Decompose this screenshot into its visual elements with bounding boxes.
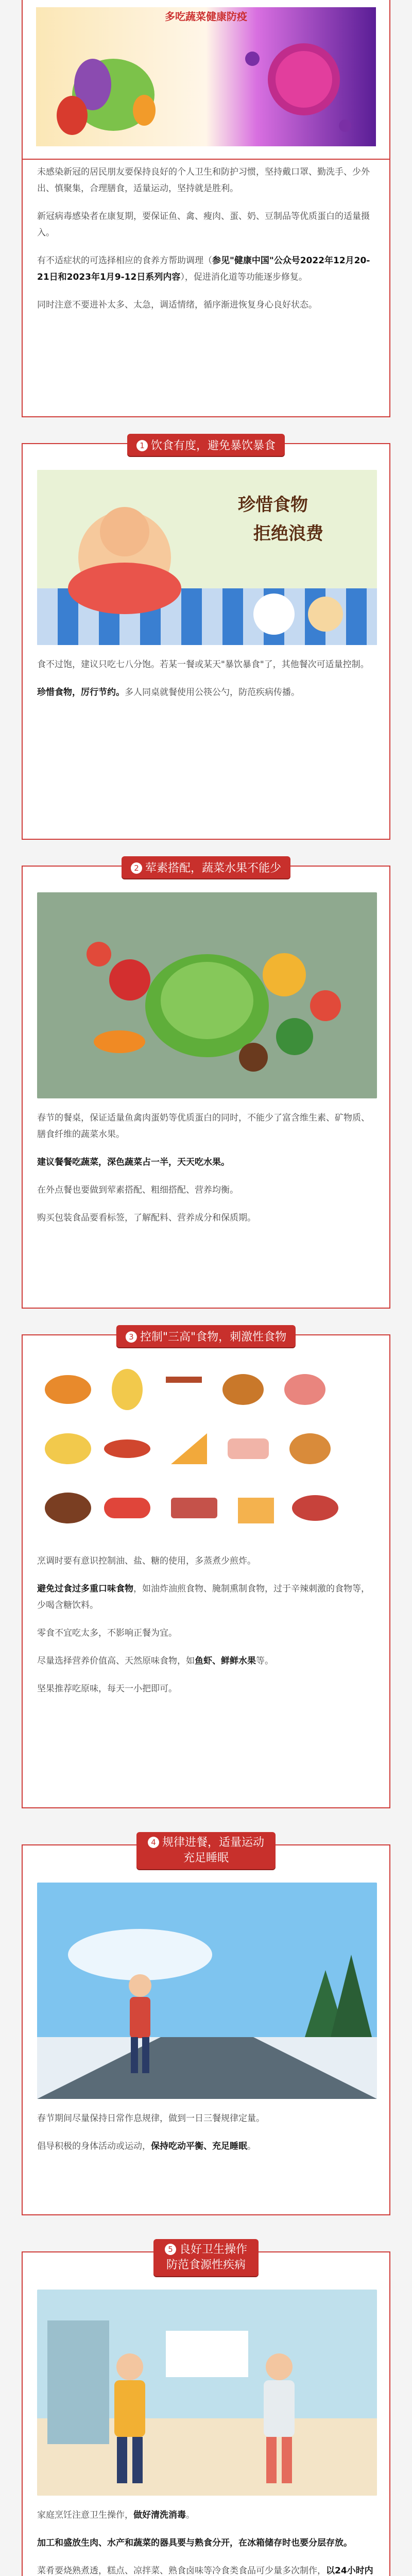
section-3-paragraph-5: 坚果推荐吃原味，每天一小把即可。 xyxy=(37,1684,177,1694)
intro-paragraph-1: 未感染新冠的居民朋友要保持良好的个人卫生和防护习惯，坚持戴口罩、勤洗手、少外出、慎聚集，合理膳食，适量运动，坚持就是胜利。 xyxy=(37,167,370,194)
high-fat-foods-illustration xyxy=(37,1361,377,1541)
cherish-food-caption: 珍惜食物 xyxy=(238,495,308,515)
section-4-paragraph-2: 倡导积极的身体活动或运动，保持吃动平衡、充足睡眠。 xyxy=(37,2141,256,2151)
vegetables-vs-virus-illustration xyxy=(36,7,376,146)
section-3-paragraph-2: 避免过食过多重口味食物，如油炸油煎食物、腌制熏制食物，过于辛辣刺激的食物等，少喝含糖饮料。 xyxy=(37,1584,370,1611)
kitchen-hygiene-illustration xyxy=(37,2290,377,2496)
section-3-paragraph-3: 零食不宜吃太多，不影响正餐为宜。 xyxy=(37,1628,177,1638)
section-5-title: 5 良好卫生操作 防范食源性疾病 xyxy=(153,2239,259,2276)
intro-paragraph-3: 有不适症状的可选择相应的食养方帮助调理（参见"健康中国"公众号2022年12月20-21日和2023年1月9-12日系列内容），促进消化道等功能逐步修复。 xyxy=(37,256,370,282)
section-1-title: 1 饮食有度，避免暴饮暴食 xyxy=(127,434,285,456)
section-5-paragraph-2: 加工和盛放生肉、水产和蔬菜的器具要与熟食分开，在冰箱储存时也要分层存放。 xyxy=(37,2538,352,2548)
section-2-paragraph-1: 春节的餐桌，保证适量鱼禽肉蛋奶等优质蛋白的同时，不能少了富含维生素、矿物质、膳食纤维的蔬菜水果。 xyxy=(37,1113,370,1140)
reject-waste-caption: 拒绝浪费 xyxy=(253,523,323,544)
section-4-title: 4 规律进餐，适量运动 充足睡眠 xyxy=(136,1832,276,1869)
section-1-card xyxy=(22,439,390,840)
section-5-paragraph-3: 菜肴要烧熟煮透，糕点、凉拌菜、熟食卤味等冷食类食品可少量多次制作，以24小时内 xyxy=(37,2566,373,2576)
section-5-card xyxy=(22,2243,390,2576)
section-3-paragraph-1: 烹调时要有意识控制油、盐、糖的使用，多蒸煮少煎炸。 xyxy=(37,1556,256,1566)
section-3-title: 3 控制"三高"食物，刺激性食物 xyxy=(116,1325,296,1347)
section-4-card xyxy=(22,1836,390,2215)
section-2-paragraph-2: 建议餐餐吃蔬菜，深色蔬菜占一半，天天吃水果。 xyxy=(37,1157,230,1167)
section-2-card xyxy=(22,862,390,1309)
exercise-illustration xyxy=(37,1883,377,2099)
section-2-paragraph-4: 购买包装食品要看标签，了解配料、营养成分和保质期。 xyxy=(37,1213,256,1223)
section-4-paragraph-1: 春节期间尽量保持日常作息规律，做到一日三餐规律定量。 xyxy=(37,2113,265,2124)
vegetables-illustration xyxy=(37,892,377,1098)
section-1-paragraph-1: 食不过饱，建议只吃七八分饱。若某一餐或某天"暴饮暴食"了，其他餐次可适量控制。 xyxy=(37,659,369,670)
cherish-food-illustration xyxy=(37,470,377,645)
section-3-card xyxy=(22,1331,390,1808)
intro-card xyxy=(22,160,390,417)
section-1-paragraph-2: 珍惜食物，厉行节约。多人同桌就餐使用公筷公勺，防范疾病传播。 xyxy=(37,687,300,698)
intro-paragraph-2: 新冠病毒感染者在康复期，要保证鱼、禽、瘦肉、蛋、奶、豆制品等优质蛋白的适量摄入。 xyxy=(37,211,370,238)
hero-banner-text: 多吃蔬菜健康防疫 xyxy=(165,10,247,23)
hero-image xyxy=(22,0,390,160)
section-2-title: 2 荤素搭配，蔬菜水果不能少 xyxy=(122,856,290,878)
section-5-paragraph-1: 家庭烹饪注意卫生操作，做好清洗消毒。 xyxy=(37,2510,195,2520)
section-2-paragraph-3: 在外点餐也要做到荤素搭配、粗细搭配、营养均衡。 xyxy=(37,1185,238,1195)
section-3-paragraph-4: 尽量选择营养价值高、天然原味食物，如鱼虾、鲜鲜水果等。 xyxy=(37,1656,273,1666)
intro-paragraph-4: 同时注意不要进补太多、太急，调适情绪，循序渐进恢复身心良好状态。 xyxy=(37,300,317,310)
